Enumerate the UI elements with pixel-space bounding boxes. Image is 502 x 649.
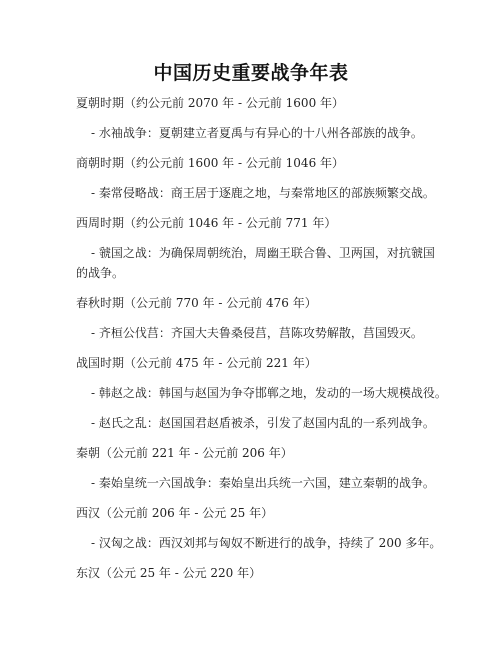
event-shuixiu-war: - 水袖战争：夏朝建立者夏禹与有异心的十八州各部族的战争。 [91, 126, 423, 140]
period-qin: 秦朝（公元前 221 年 - 公元前 206 年） [76, 446, 293, 460]
event-zhao-chaos: - 赵氏之乱：赵国国君赵盾被杀，引发了赵国内乱的一系列战争。 [91, 416, 435, 430]
period-spring-autumn: 春秋时期（公元前 770 年 - 公元前 476 年） [76, 296, 317, 310]
event-han-zhao-war: - 韩赵之战：韩国与赵国为争夺邯郸之地，发动的一场大规模战役。 [91, 386, 447, 400]
period-western-zhou: 西周时期（约公元前 1046 年 - 公元前 771 年） [76, 216, 337, 230]
period-shang: 商朝时期（约公元前 1600 年 - 公元前 1046 年） [76, 156, 345, 170]
event-han-xiongnu-war: - 汉匈之战：西汉刘邦与匈奴不断进行的战争，持续了 200 多年。 [91, 536, 442, 550]
period-western-han: 西汉（公元前 206 年 - 公元 25 年） [76, 506, 274, 520]
period-eastern-han: 东汉（公元 25 年 - 公元 220 年） [76, 566, 262, 580]
period-warring-states: 战国时期（公元前 475 年 - 公元前 221 年） [76, 356, 317, 370]
document-title: 中国历史重要战争年表 [153, 62, 349, 84]
event-qinchang-war: - 秦常侵略战：商王居于逐鹿之地，与秦常地区的部族频繁交战。 [91, 186, 435, 200]
period-xia: 夏朝时期（约公元前 2070 年 - 公元前 1600 年） [76, 96, 345, 110]
event-qin-unification: - 秦始皇统一六国战争：秦始皇出兵统一六国，建立秦朝的战争。 [91, 476, 435, 490]
event-guo-war: - 虢国之战：为确保周朝统治，周幽王联合鲁、卫两国，对抗虢国 [91, 246, 435, 260]
event-qi-huan-gong-ju: - 齐桓公伐莒：齐国大夫鲁桑侵莒，莒陈攻势解散，莒国毁灭。 [91, 326, 423, 340]
event-guo-war-continued: 的战争。 [76, 266, 125, 280]
